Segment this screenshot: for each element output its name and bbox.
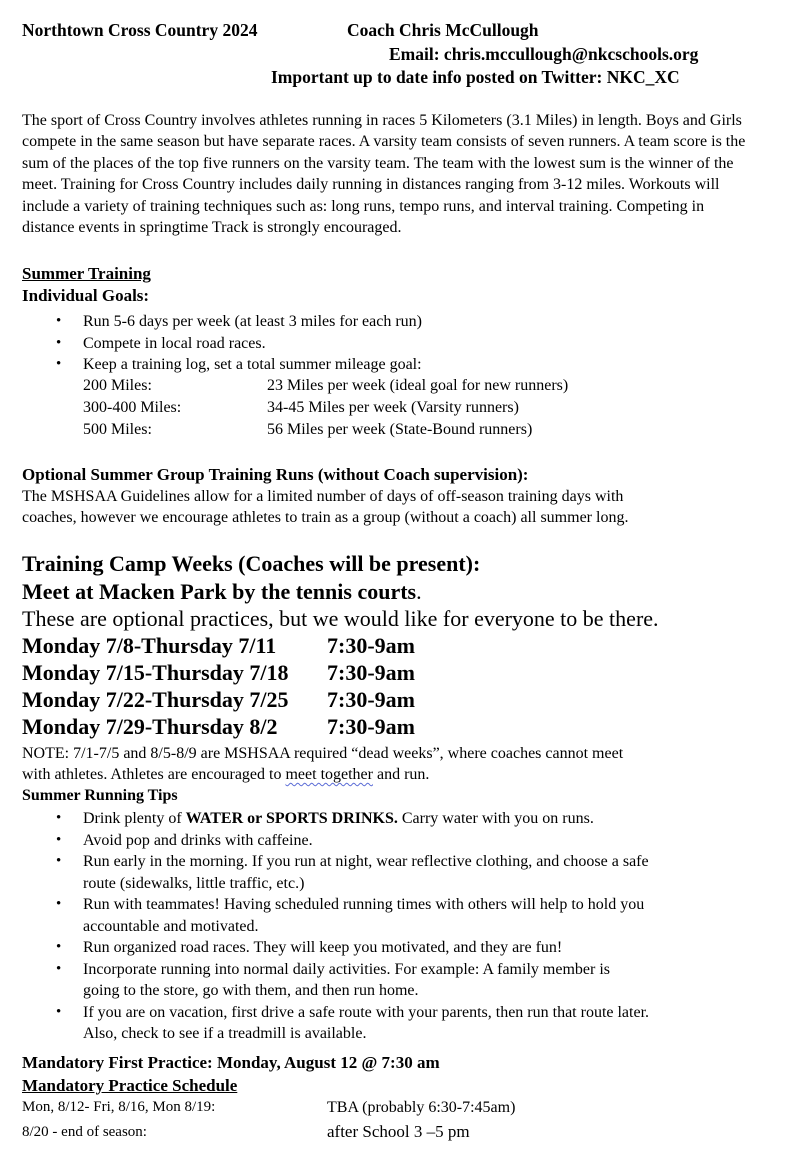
tip-text: Incorporate running into normal daily activities. For example: A family member is	[83, 960, 610, 978]
camp-week-time: 7:30-9am	[327, 660, 415, 685]
dead-weeks-text-a: with athletes. Athletes are encouraged to	[22, 766, 286, 783]
schedule-dates: 8/20 - end of season:	[22, 1124, 147, 1140]
coach-name: Coach Chris McCullough	[347, 20, 539, 40]
tip-emphasis: WATER or SPORTS DRINKS.	[185, 810, 398, 827]
list-item: • Compete in local road races.	[22, 333, 782, 355]
list-item: • Run 5-6 days per week (at least 3 miles for each run)	[22, 311, 782, 333]
dead-weeks-text-flagged: meet together	[285, 766, 373, 783]
tip-text: If you are on vacation, first drive a safe route with your parents, then run that route later.	[83, 1003, 650, 1021]
camp-note: These are optional practices, but we would like for everyone to be there.	[22, 606, 659, 631]
coach-email: Email: chris.mccullough@nkcschools.org	[389, 44, 699, 64]
document-title: Northtown Cross Country 2024	[22, 20, 258, 40]
individual-goals-heading: Individual Goals:	[22, 286, 150, 305]
camp-week-dates: Monday 7/22-Thursday 7/25	[22, 687, 289, 712]
camp-location-period: .	[416, 579, 422, 604]
dead-weeks-text-c: and run.	[372, 766, 430, 783]
camp-week-dates: Monday 7/29-Thursday 8/2	[22, 714, 278, 739]
optional-runs-text-line1: The MSHSAA Guidelines allow for a limited number of days of off-season training days with	[22, 488, 624, 505]
tip-text: Also, check to see if a treadmill is available.	[83, 1025, 367, 1042]
tip-text: Drink plenty of	[83, 810, 186, 827]
list-item	[22, 1002, 782, 1045]
tip-text: going to the store, go with them, and then run home.	[83, 982, 419, 999]
summer-training-heading: Summer Training	[22, 264, 151, 283]
optional-runs-text-line2: coaches, however we encourage athletes to train as a group (without a coach) all summer long.	[22, 509, 629, 526]
intro-paragraph	[22, 110, 757, 238]
training-camp-heading: Training Camp Weeks (Coaches will be present):	[22, 551, 481, 576]
intro-text: The sport of Cross Country involves athletes running in races 5 Kilometers (3.1 Miles) in length. Boys and Girls compete in the same season but have separate races. A varsity team consists of seven runners. A team score is the sum of the places of the top five runners on the varsity team. The team with the lowest sum is the winner of the meet. Training for Cross Country includes daily running in distances ranging from 3-12 miles. Workouts will include a variety of training techniques such as: long runs, tempo runs, and interval training. Competing in distance events in springtime Track is strongly encouraged.	[22, 112, 746, 237]
tip-text: Run organized road races. They will keep you motivated, and they are fun!	[83, 939, 563, 956]
dead-weeks-note-line2	[22, 766, 429, 784]
camp-location-text: Meet at Macken Park by the tennis courts	[22, 579, 417, 604]
list-item	[22, 808, 782, 830]
tips-list	[22, 808, 782, 1045]
camp-location	[22, 579, 422, 605]
camp-week-dates: Monday 7/15-Thursday 7/18	[22, 660, 289, 685]
mileage-weekly: 34-45 Miles per week (Varsity runners)	[267, 399, 519, 416]
list-item	[22, 830, 782, 852]
mileage-weekly: 56 Miles per week (State-Bound runners)	[267, 421, 533, 438]
camp-week-dates: Monday 7/8-Thursday 7/11	[22, 633, 277, 658]
schedule-dates: Mon, 8/12- Fri, 8/16, Mon 8/19:	[22, 1099, 216, 1115]
tip-text: Run with teammates! Having scheduled running times with others will help to hold you	[83, 896, 645, 913]
camp-week-time: 7:30-9am	[327, 714, 415, 739]
list-item	[22, 851, 782, 894]
twitter-info: Important up to date info posted on Twitter: NKC_XC	[271, 67, 680, 87]
mileage-total: 500 Miles:	[83, 421, 152, 438]
list-item	[22, 959, 782, 1002]
list-item	[22, 894, 782, 937]
optional-runs-heading: Optional Summer Group Training Runs (without Coach supervision):	[22, 465, 529, 484]
tip-text: Run early in the morning. If you run at night, wear reflective clothing, and choose a safe	[83, 853, 649, 870]
dead-weeks-note-line1: NOTE: 7/1-7/5 and 8/5-8/9 are MSHSAA required “dead weeks”, where coaches cannot meet	[22, 745, 624, 762]
mileage-total: 300-400 Miles:	[83, 399, 182, 416]
first-practice: Mandatory First Practice: Monday, August 12 @ 7:30 am	[22, 1053, 440, 1072]
list-item	[22, 937, 782, 959]
tip-text: accountable and motivated.	[83, 917, 259, 935]
running-tips-heading: Summer Running Tips	[22, 787, 178, 804]
goals-list	[22, 311, 782, 376]
schedule-time: TBA (probably 6:30-7:45am)	[327, 1099, 516, 1116]
tip-text: route (sidewalks, little traffic, etc.)	[83, 874, 305, 892]
practice-schedule-heading: Mandatory Practice Schedule	[22, 1076, 238, 1095]
camp-week-time: 7:30-9am	[327, 687, 415, 712]
camp-week-time: 7:30-9am	[327, 633, 415, 658]
schedule-time: after School 3 –5 pm	[327, 1122, 470, 1141]
tip-text: Carry water with you on runs.	[397, 810, 594, 827]
mileage-weekly: 23 Miles per week (ideal goal for new runners)	[267, 377, 569, 394]
list-item: • Keep a training log, set a total summer mileage goal:	[22, 354, 782, 376]
mileage-total: 200 Miles:	[83, 377, 152, 394]
tip-text: Avoid pop and drinks with caffeine.	[83, 831, 313, 849]
